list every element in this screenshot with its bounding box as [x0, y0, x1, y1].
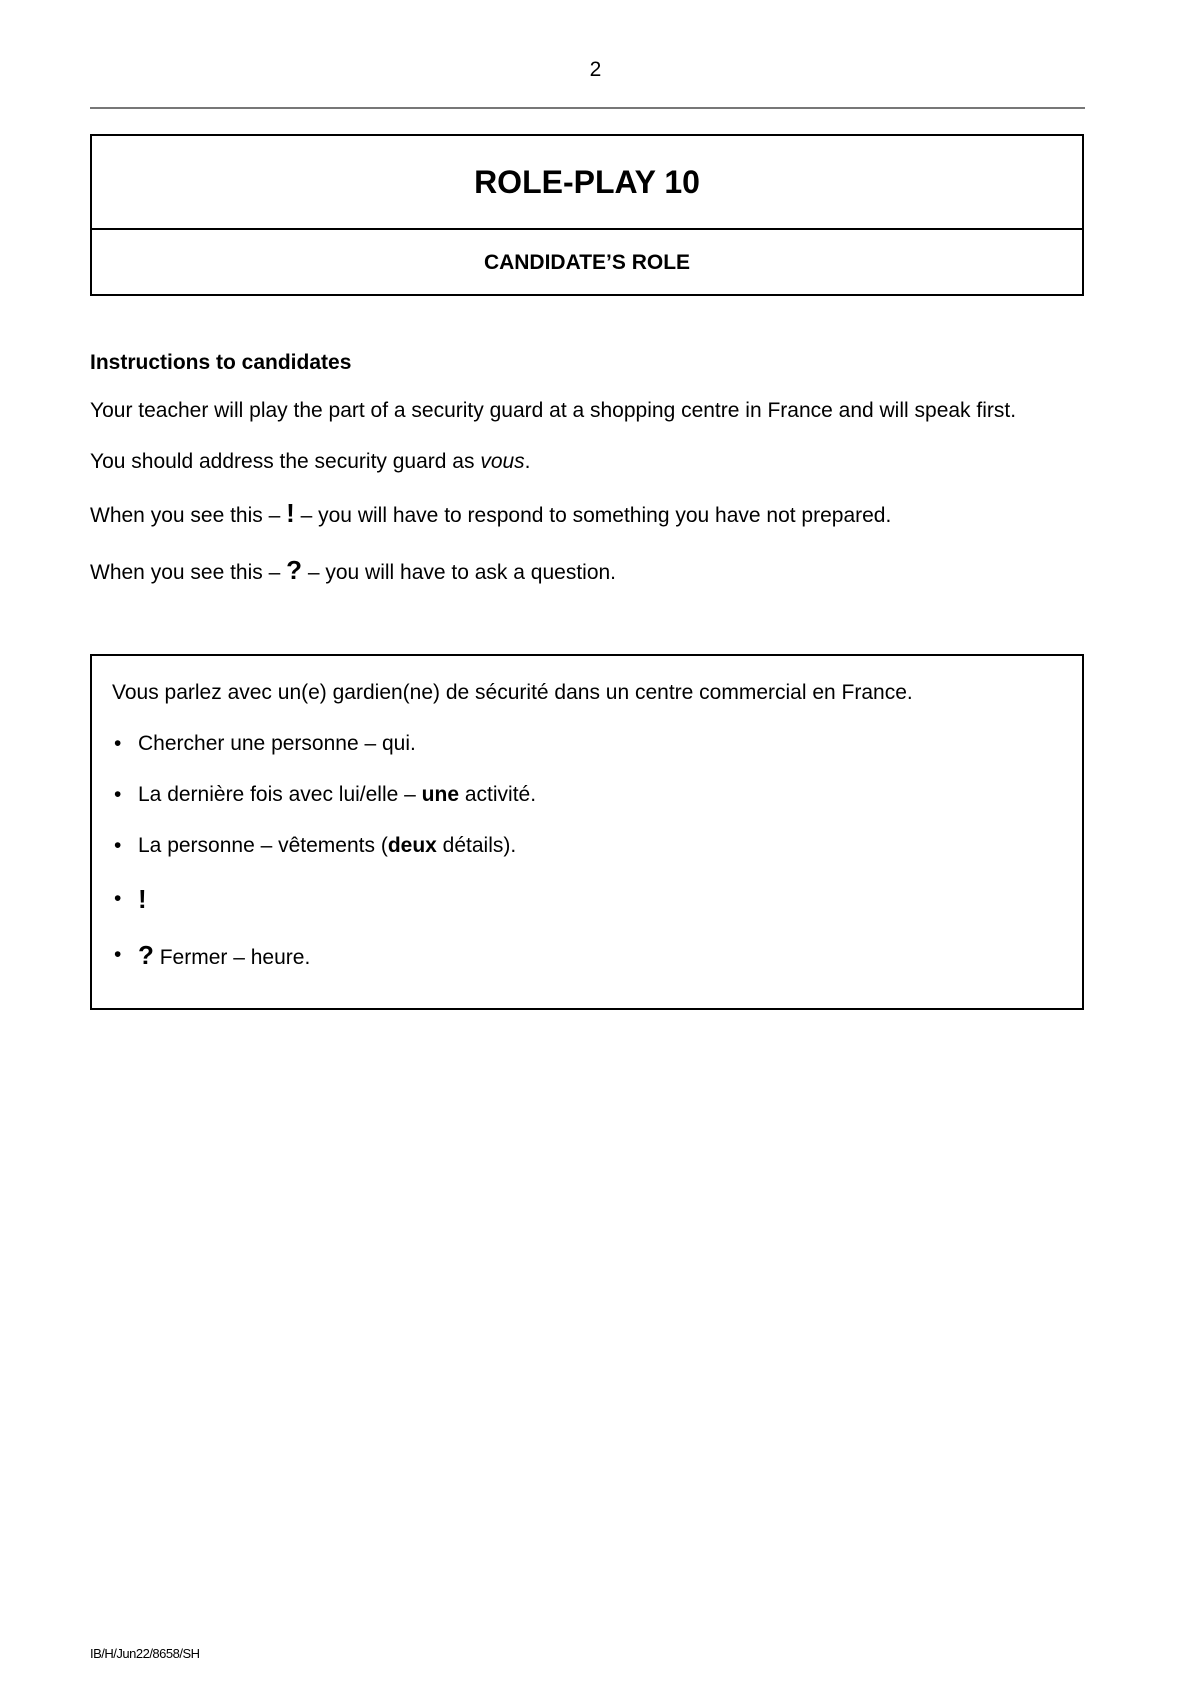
unprepared-suffix: – you will have to respond to something you have not prepared.: [294, 504, 892, 527]
header-divider: [90, 107, 1085, 109]
task-item: [112, 833, 1062, 859]
task-item: [112, 782, 1062, 808]
question-symbol: ?: [138, 940, 154, 970]
bullet-icon: •: [114, 887, 122, 910]
page-number: 2: [589, 58, 602, 81]
task-intro: Vous parlez avec un(e) gardien(ne) de sécurité dans un centre commercial en France.: [112, 681, 913, 704]
instruction-unprepared: [90, 500, 1090, 529]
task-box: [90, 654, 1084, 1010]
question-prefix: When you see this –: [90, 561, 287, 584]
exclamation-symbol: !: [138, 884, 147, 914]
instructions-heading: Instructions to candidates: [90, 351, 352, 374]
bullet-icon: •: [114, 783, 122, 806]
task-item: [112, 731, 1062, 757]
task-list: [112, 731, 1062, 971]
instructions-section: [90, 350, 1090, 611]
instruction-question: [90, 557, 1090, 586]
vous-term: vous: [480, 450, 525, 473]
question-symbol: ?: [286, 555, 302, 585]
task-item-unprepared: [112, 886, 1062, 915]
task-item-text: Chercher une personne – qui.: [138, 732, 416, 755]
task-item-text: Fermer – heure.: [153, 946, 311, 969]
role-play-title: ROLE-PLAY 10: [92, 136, 1082, 230]
instruction-address-form: [90, 449, 1090, 475]
unprepared-prefix: When you see this –: [90, 504, 287, 527]
task-item-emphasis: deux: [387, 834, 437, 857]
bullet-icon: •: [114, 732, 122, 755]
task-item-text: activité.: [459, 783, 537, 806]
candidate-role-subtitle: CANDIDATE’S ROLE: [483, 251, 691, 274]
task-item-text: La personne – vêtements (: [138, 834, 388, 857]
address-end: .: [524, 450, 531, 473]
task-item-text: La dernière fois avec lui/elle –: [138, 783, 422, 806]
title-box: [90, 134, 1084, 296]
instruction-teacher-role: Your teacher will play the part of a security guard at a shopping centre in France and will speak first.: [90, 399, 1017, 422]
bullet-icon: •: [114, 834, 122, 857]
task-item-question: [112, 942, 1062, 971]
question-suffix: – you will have to ask a question.: [302, 561, 617, 584]
footer-code: IB/H/Jun22/8658/SH: [90, 1646, 200, 1661]
bullet-icon: •: [114, 943, 122, 966]
task-item-text: détails).: [436, 834, 517, 857]
exclamation-symbol: !: [286, 498, 295, 528]
task-item-emphasis: une: [421, 783, 460, 806]
address-text: You should address the security guard as: [90, 450, 481, 473]
